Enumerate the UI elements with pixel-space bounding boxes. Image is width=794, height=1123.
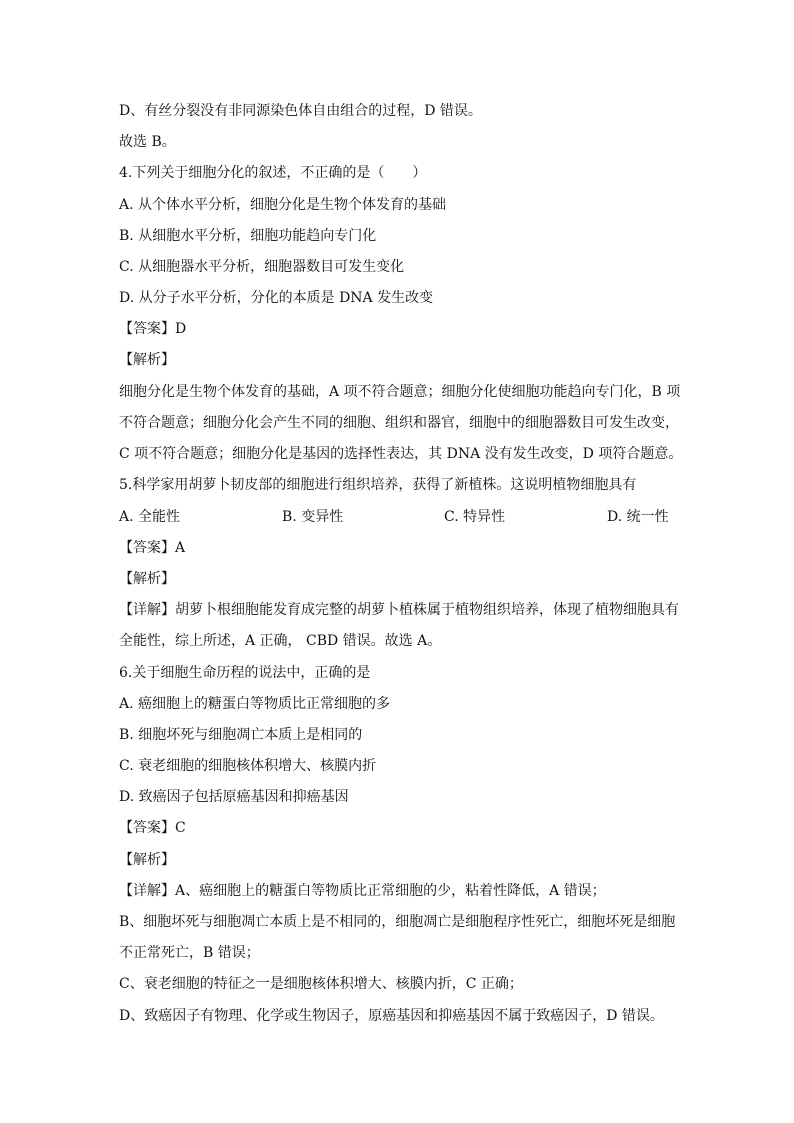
q6-analysis-label: 【解析】 — [119, 852, 175, 868]
q6-explanation-3: 不正常死亡，B 错误； — [119, 945, 260, 961]
q6-option-a: A. 癌细胞上的糖蛋白等物质比正常细胞的多 — [119, 696, 391, 712]
text-line-prev-d: D、有丝分裂没有非同源染色体自由组合的过程，D 错误。 — [119, 103, 482, 119]
q4-stem: 4.下列关于细胞分化的叙述，不正确的是（ ） — [119, 165, 427, 181]
q5-analysis-label: 【解析】 — [119, 571, 175, 587]
q6-answer: 【答案】C — [119, 820, 186, 836]
q4-option-b: B. 从细胞水平分析，细胞功能趋向专门化 — [119, 228, 377, 244]
q4-explanation-1: 细胞分化是生物个体发育的基础，A 项不符合题意；细胞分化使细胞功能趋向专门化，B 项 — [119, 384, 681, 400]
q4-answer: 【答案】D — [119, 321, 187, 337]
q4-option-d: D. 从分子水平分析，分化的本质是 DNA 发生改变 — [119, 290, 434, 306]
q6-stem: 6.关于细胞生命历程的说法中，正确的是 — [119, 665, 371, 681]
q5-explanation-1: 【详解】胡萝卜根细胞能发育成完整的胡萝卜植株属于植物组织培养，体现了植物细胞具有 — [119, 602, 679, 618]
q5-option-d: D. 统一性 — [607, 509, 669, 525]
q6-explanation-4: C、衰老细胞的特征之一是细胞核体积增大、核膜内折，C 正确； — [119, 976, 523, 992]
q6-option-b: B. 细胞坏死与细胞凋亡本质上是相同的 — [119, 727, 363, 743]
q5-answer: 【答案】A — [119, 540, 186, 556]
q6-explanation-2: B、细胞坏死与细胞凋亡本质上是不相同的，细胞凋亡是细胞程序性死亡，细胞坏死是细胞 — [119, 914, 676, 930]
text-line-prev-conclusion: 故选 B。 — [119, 134, 176, 150]
q5-explanation-2: 全能性，综上所述，A 正确， CBD 错误。故选 A。 — [119, 633, 442, 649]
q4-option-c: C. 从细胞器水平分析，细胞器数目可发生变化 — [119, 259, 405, 275]
q5-option-b: B. 变异性 — [282, 509, 344, 525]
q5-option-a: A. 全能性 — [119, 509, 181, 525]
q5-stem: 5.科学家用胡萝卜韧皮部的细胞进行组织培养，获得了新植株。这说明植物细胞具有 — [119, 477, 637, 493]
q5-option-c: C. 特异性 — [444, 509, 506, 525]
q6-option-c: C. 衰老细胞的细胞核体积增大、核膜内折 — [119, 758, 377, 774]
q4-explanation-2: 不符合题意；细胞分化会产生不同的细胞、组织和器官，细胞中的细胞器数目可发生改变， — [119, 415, 679, 431]
q6-explanation-1: 【详解】A、癌细胞上的糖蛋白等物质比正常细胞的少，粘着性降低，A 错误； — [119, 883, 606, 899]
q4-option-a: A. 从个体水平分析，细胞分化是生物个体发育的基础 — [119, 197, 447, 213]
q6-explanation-5: D、致癌因子有物理、化学或生物因子，原癌基因和抑癌基因不属于致癌因子，D 错误。 — [119, 1008, 664, 1024]
q4-analysis-label: 【解析】 — [119, 352, 175, 368]
q4-explanation-3: C 项不符合题意；细胞分化是基因的选择性表达，其 DNA 没有发生改变，D 项符合题意。 — [119, 446, 683, 462]
q6-option-d: D. 致癌因子包括原癌基因和抑癌基因 — [119, 789, 349, 805]
q5-options-row — [119, 507, 679, 527]
